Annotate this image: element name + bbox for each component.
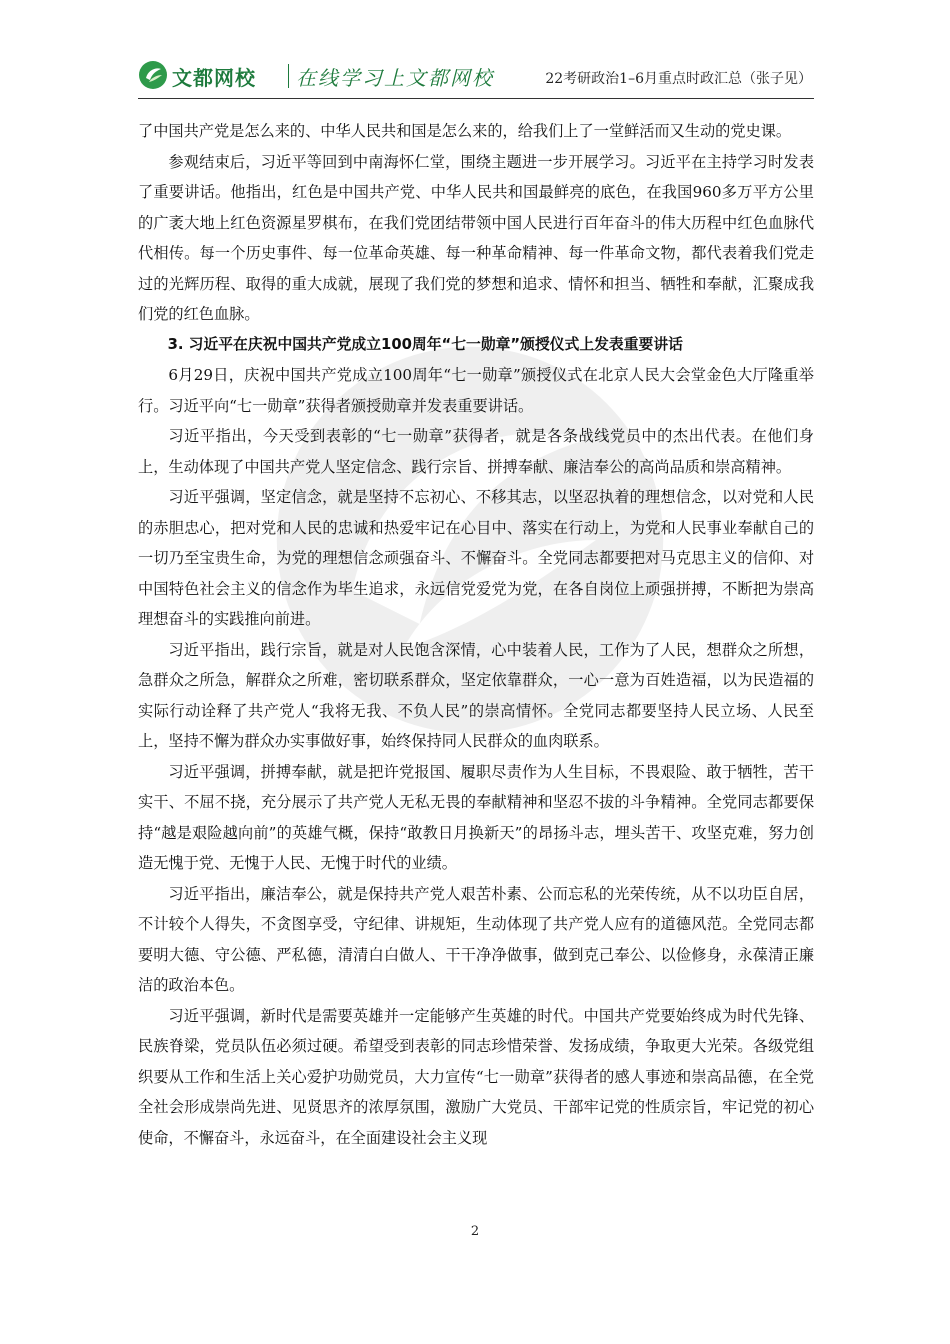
brand-slogan: 在线学习上文都网校 <box>296 66 494 90</box>
brand-divider <box>288 64 289 88</box>
paragraph: 习近平指出，廉洁奉公，就是保持共产党人艰苦朴素、公而忘私的光荣传统，从不以功臣自居，不计较个人得失，不贪图享受，守纪律、讲规矩，生动体现了共产党人应有的道德风范。全党同志都要明大德、守公德、严私德，清清白白做人、干干净净做事，做到克己奉公、以俭修身，永葆清正廉洁的政治本色。 <box>138 884 814 994</box>
document-title: 22考研政治1–6月重点时政汇总（张子见） <box>545 71 812 87</box>
page-header <box>138 58 814 99</box>
brand-name: 文都网校 <box>172 66 256 90</box>
section-heading: 3. 习近平在庆祝中国共产党成立100周年“七一勋章”颁授仪式上发表重要讲话 <box>167 335 683 353</box>
paragraph: 参观结束后，习近平等回到中南海怀仁堂，围绕主题进一步开展学习。习近平在主持学习时发表了重要讲话。他指出，红色是中国共产党、中华人民共和国最鲜亮的底色，在我国960多万平方公里的广袤大地上红色资源星罗棋布，在我们党团结带领中国人民进行百年奋斗的伟大历程中红色血脉代代相传。每一个历史事件、每一位革命英雄、每一种革命精神、每一件革命文物，都代表着我们党走过的光辉历程、取得的重大成就，展现了我们党的梦想和追求、情怀和担当、牺牲和奉献，汇聚成我们党的红色血脉。 <box>138 152 814 323</box>
paragraph: 习近平指出，践行宗旨，就是对人民饱含深情，心中装着人民，工作为了人民，想群众之所想，急群众之所急，解群众之所难，密切联系群众，坚定依靠群众，一心一意为百姓造福，以为民造福的实际行动诠释了共产党人“我将无我、不负人民”的崇高情怀。全党同志都要坚持人民立场、人民至上，坚持不懈为群众办实事做好事，始终保持同人民群众的血肉联系。 <box>138 640 814 750</box>
paragraph: 习近平强调，拼搏奉献，就是把许党报国、履职尽责作为人生目标，不畏艰险、敢于牺牲，苦干实干、不屈不挠，充分展示了共产党人无私无畏的奉献精神和坚忍不拔的斗争精神。全党同志都要保持“越是艰险越向前”的英雄气概，保持“敢教日月换新天”的昂扬斗志，埋头苦干、攻坚克难，努力创造无愧于党、无愧于人民、无愧于时代的业绩。 <box>138 762 814 872</box>
document-body <box>138 116 814 1153</box>
wendu-logo-icon <box>138 60 168 90</box>
paragraph: 6月29日，庆祝中国共产党成立100周年“七一勋章”颁授仪式在北京人民大会堂金色大厅隆重举行。习近平向“七一勋章”获得者颁授勋章并发表重要讲话。 <box>138 366 814 415</box>
paragraph: 习近平强调，新时代是需要英雄并一定能够产生英雄的时代。中国共产党要始终成为时代先锋、民族脊梁，党员队伍必须过硬。希望受到表彰的同志珍惜荣誉、发扬成绩，争取更大光荣。各级党组织要从工作和生活上关心爱护功勋党员，大力宣传“七一勋章”获得者的感人事迹和崇高品德，在全党全社会形成崇尚先进、见贤思齐的浓厚氛围，激励广大党员、干部牢记党的性质宗旨，牢记党的初心使命，不懈奋斗，永远奋斗，在全面建设社会主义现 <box>138 1006 814 1147</box>
paragraph: 了中国共产党是怎么来的、中华人民共和国是怎么来的，给我们上了一堂鲜活而又生动的党史课。 <box>138 122 792 140</box>
page-number: 2 <box>470 1224 480 1239</box>
paragraph: 习近平指出，今天受到表彰的“七一勋章”获得者，就是各条战线党员中的杰出代表。在他们身上，生动体现了中国共产党人坚定信念、践行宗旨、拼搏奉献、廉洁奉公的高尚品质和崇高精神。 <box>138 427 814 476</box>
paragraph: 习近平强调，坚定信念，就是坚持不忘初心、不移其志，以坚忍执着的理想信念，以对党和人民的赤胆忠心，把对党和人民的忠诚和热爱牢记在心目中、落实在行动上，为党和人民事业奉献自己的一切乃至宝贵生命，为党的理想信念顽强奋斗、不懈奋斗。全党同志都要把对马克思主义的信仰、对中国特色社会主义的信念作为毕生追求，永远信党爱党为党，在各自岗位上顽强拼搏，不断把为崇高理想奋斗的实践推向前进。 <box>138 488 814 628</box>
